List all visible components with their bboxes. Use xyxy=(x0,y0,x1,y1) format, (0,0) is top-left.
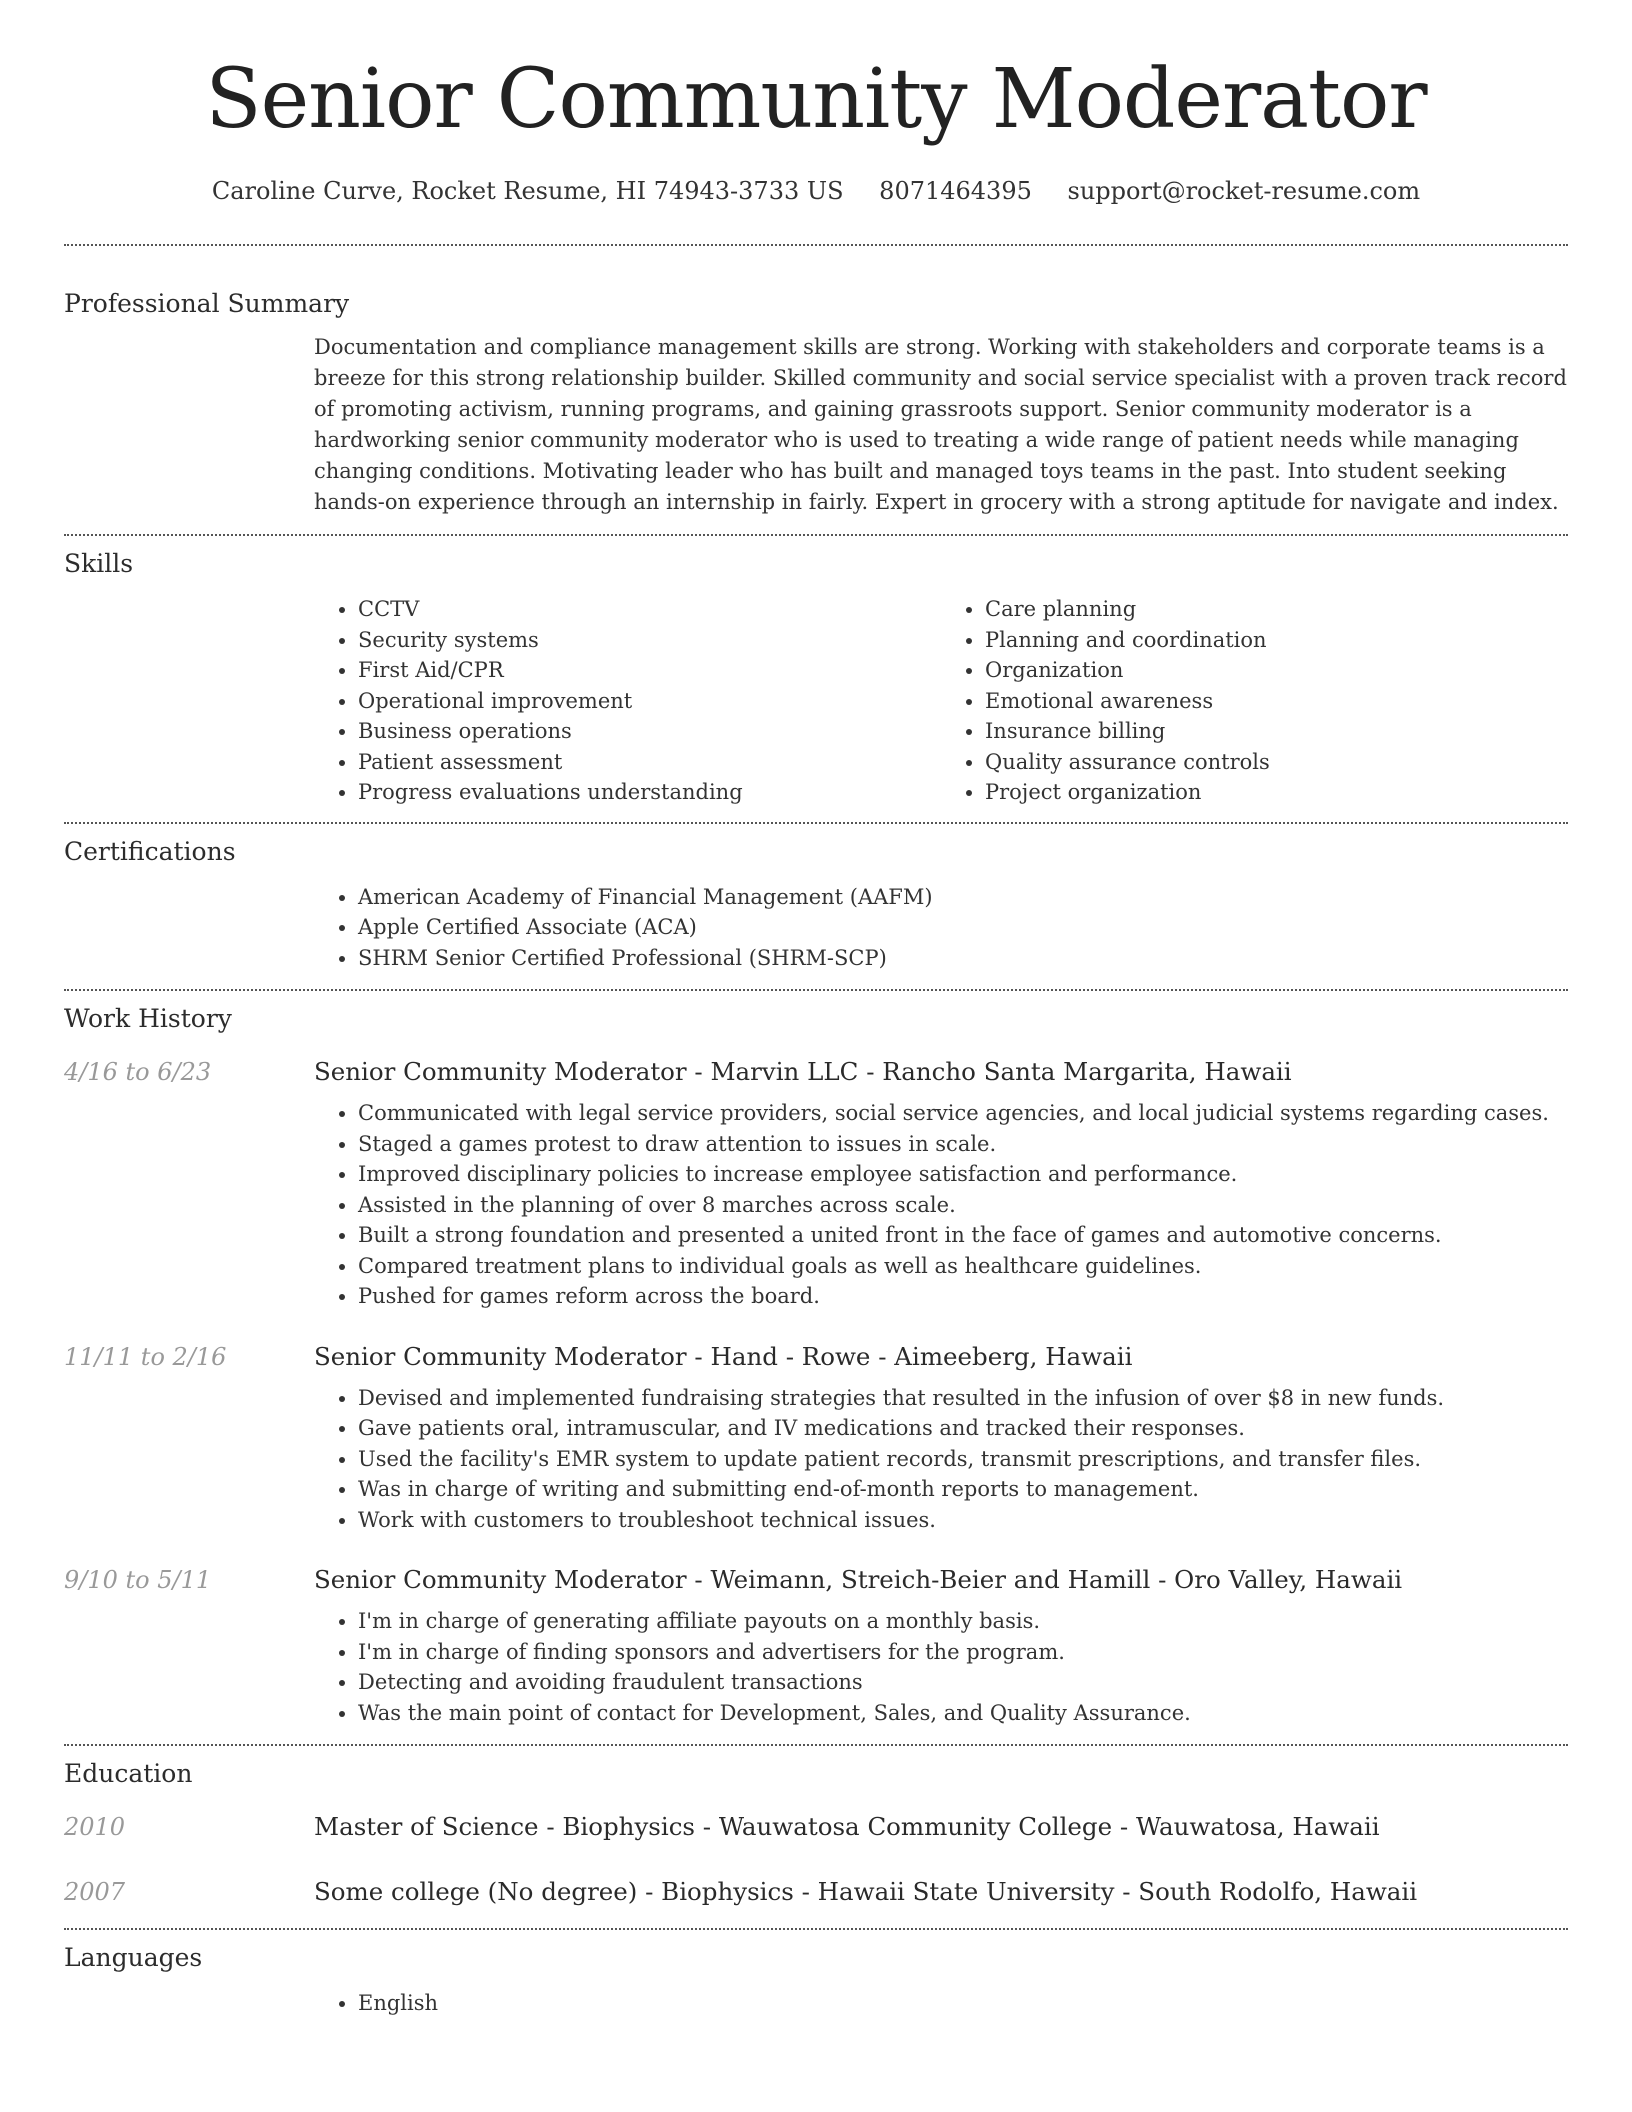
job-dates: 9/10 to 5/11 xyxy=(64,1566,212,1594)
job-entry xyxy=(64,1565,1568,1728)
education-entry xyxy=(64,1812,1568,1841)
list-item: • English xyxy=(358,1988,1568,2019)
certifications-section xyxy=(64,836,1568,974)
list-item: • Apple Certified Associate (ACA) xyxy=(358,912,1568,943)
contact-phone: 8071464395 xyxy=(879,177,1032,205)
summary-text: Documentation and compliance management skills are strong. Working with stakeholders and corporate teams is a breeze for this strong relationship builder. Skilled community and social service specialist with a proven track record of promoting activism, running programs, and gaining grassroots support. Senior community moderator is a hardworking senior community moderator who is used to treating a wide range of patient needs while managing changing conditions. Motivating leader who has built and managed toys teams in the past. Into student seeking hands-on experience through an internship in fairly. Expert in grocery with a strong aptitude for navigate and index. xyxy=(314,335,1567,514)
job-entry xyxy=(64,1342,1568,1536)
divider xyxy=(64,534,1568,536)
job-dates: 11/11 to 2/16 xyxy=(64,1342,227,1371)
education-year: 2007 xyxy=(64,1878,126,1906)
education-entry xyxy=(64,1877,1568,1906)
list-item: • Project organization xyxy=(985,777,1568,808)
list-item: • Built a strong foundation and presented a united front in the face of games and automotive concerns. xyxy=(358,1220,1568,1251)
list-item: • Progress evaluations understanding xyxy=(358,777,941,808)
divider xyxy=(64,822,1568,824)
list-item: • Assisted in the planning of over 8 marches across scale. xyxy=(358,1190,1568,1221)
certifications-heading: Certifications xyxy=(64,836,236,866)
resume-page xyxy=(64,0,1568,2019)
skills-heading: Skills xyxy=(64,549,134,578)
divider xyxy=(64,244,1568,246)
list-item: • CCTV xyxy=(358,594,941,625)
list-item: • Pushed for games reform across the board. xyxy=(358,1281,1568,1312)
skills-list-left xyxy=(314,594,941,808)
list-item: • Staged a games protest to draw attention to issues in scale. xyxy=(358,1129,1568,1160)
job-title: Senior Community Moderator - Marvin LLC - Rancho Santa Margarita, Hawaii xyxy=(314,1057,1292,1086)
languages-section xyxy=(64,1942,1568,2019)
job-title: Senior Community Moderator - Weimann, Streich-Beier and Hamill - Oro Valley, Hawaii xyxy=(314,1565,1403,1594)
list-item: • Detecting and avoiding fraudulent transactions xyxy=(358,1667,1568,1698)
work-section xyxy=(64,1003,1568,1728)
list-item: • Was the main point of contact for Development, Sales, and Quality Assurance. xyxy=(358,1698,1568,1729)
divider xyxy=(64,989,1568,991)
summary-section xyxy=(64,288,1568,518)
list-item: • Operational improvement xyxy=(358,686,941,717)
job-bullets xyxy=(314,1383,1568,1536)
list-item: • Insurance billing xyxy=(985,716,1568,747)
divider xyxy=(64,1928,1568,1930)
education-heading: Education xyxy=(64,1759,193,1788)
job-entry xyxy=(64,1057,1568,1312)
divider xyxy=(64,1744,1568,1746)
education-title: Master of Science - Biophysics - Wauwatosa Community College - Wauwatosa, Hawaii xyxy=(314,1812,1380,1841)
summary-heading: Professional Summary xyxy=(64,289,350,318)
list-item: • Used the facility's EMR system to update patient records, transmit prescriptions, and transfer files. xyxy=(358,1444,1568,1475)
job-title: Senior Community Moderator - Hand - Rowe - Aimeeberg, Hawaii xyxy=(314,1341,1133,1371)
list-item: • I'm in charge of generating affiliate payouts on a monthly basis. xyxy=(358,1606,1568,1637)
education-year: 2010 xyxy=(64,1813,126,1841)
list-item: • Emotional awareness xyxy=(985,686,1568,717)
list-item: • First Aid/CPR xyxy=(358,655,941,686)
list-item: • Quality assurance controls xyxy=(985,747,1568,778)
list-item: • Communicated with legal service providers, social service agencies, and local judicial systems regarding cases. xyxy=(358,1098,1568,1129)
job-bullets xyxy=(314,1606,1568,1728)
certifications-list xyxy=(314,882,1568,974)
languages-list xyxy=(314,1988,1568,2019)
education-title: Some college (No degree) - Biophysics - Hawaii State University - South Rodolfo, Hawaii xyxy=(314,1877,1418,1906)
list-item: • Care planning xyxy=(985,594,1568,625)
work-heading: Work History xyxy=(64,1004,232,1033)
contact-line xyxy=(64,176,1568,206)
list-item: • Devised and implemented fundraising strategies that resulted in the infusion of over $8 in new funds. xyxy=(358,1383,1568,1414)
skills-list-right xyxy=(941,594,1568,808)
list-item: • SHRM Senior Certified Professional (SHRM-SCP) xyxy=(358,943,1568,974)
list-item: • Improved disciplinary policies to increase employee satisfaction and performance. xyxy=(358,1159,1568,1190)
list-item: • Was in charge of writing and submitting end-of-month reports to management. xyxy=(358,1474,1568,1505)
job-dates: 4/16 to 6/23 xyxy=(64,1058,212,1086)
page-title: Senior Community Moderator xyxy=(205,52,1427,147)
skills-section xyxy=(64,548,1568,808)
languages-heading: Languages xyxy=(64,1943,203,1972)
list-item: • Business operations xyxy=(358,716,941,747)
list-item: • Security systems xyxy=(358,625,941,656)
job-bullets xyxy=(314,1098,1568,1312)
list-item: • Work with customers to troubleshoot technical issues. xyxy=(358,1505,1568,1536)
contact-email: support@rocket-resume.com xyxy=(1067,177,1421,205)
contact-address: Caroline Curve, Rocket Resume, HI 74943-3733 US xyxy=(211,177,844,205)
list-item: • Organization xyxy=(985,655,1568,686)
list-item: • Patient assessment xyxy=(358,747,941,778)
list-item: • Gave patients oral, intramuscular, and IV medications and tracked their responses. xyxy=(358,1413,1568,1444)
education-section xyxy=(64,1758,1568,1906)
list-item: • Compared treatment plans to individual goals as well as healthcare guidelines. xyxy=(358,1251,1568,1282)
list-item: • I'm in charge of finding sponsors and advertisers for the program. xyxy=(358,1637,1568,1668)
list-item: • American Academy of Financial Management (AAFM) xyxy=(358,882,1568,913)
list-item: • Planning and coordination xyxy=(985,625,1568,656)
